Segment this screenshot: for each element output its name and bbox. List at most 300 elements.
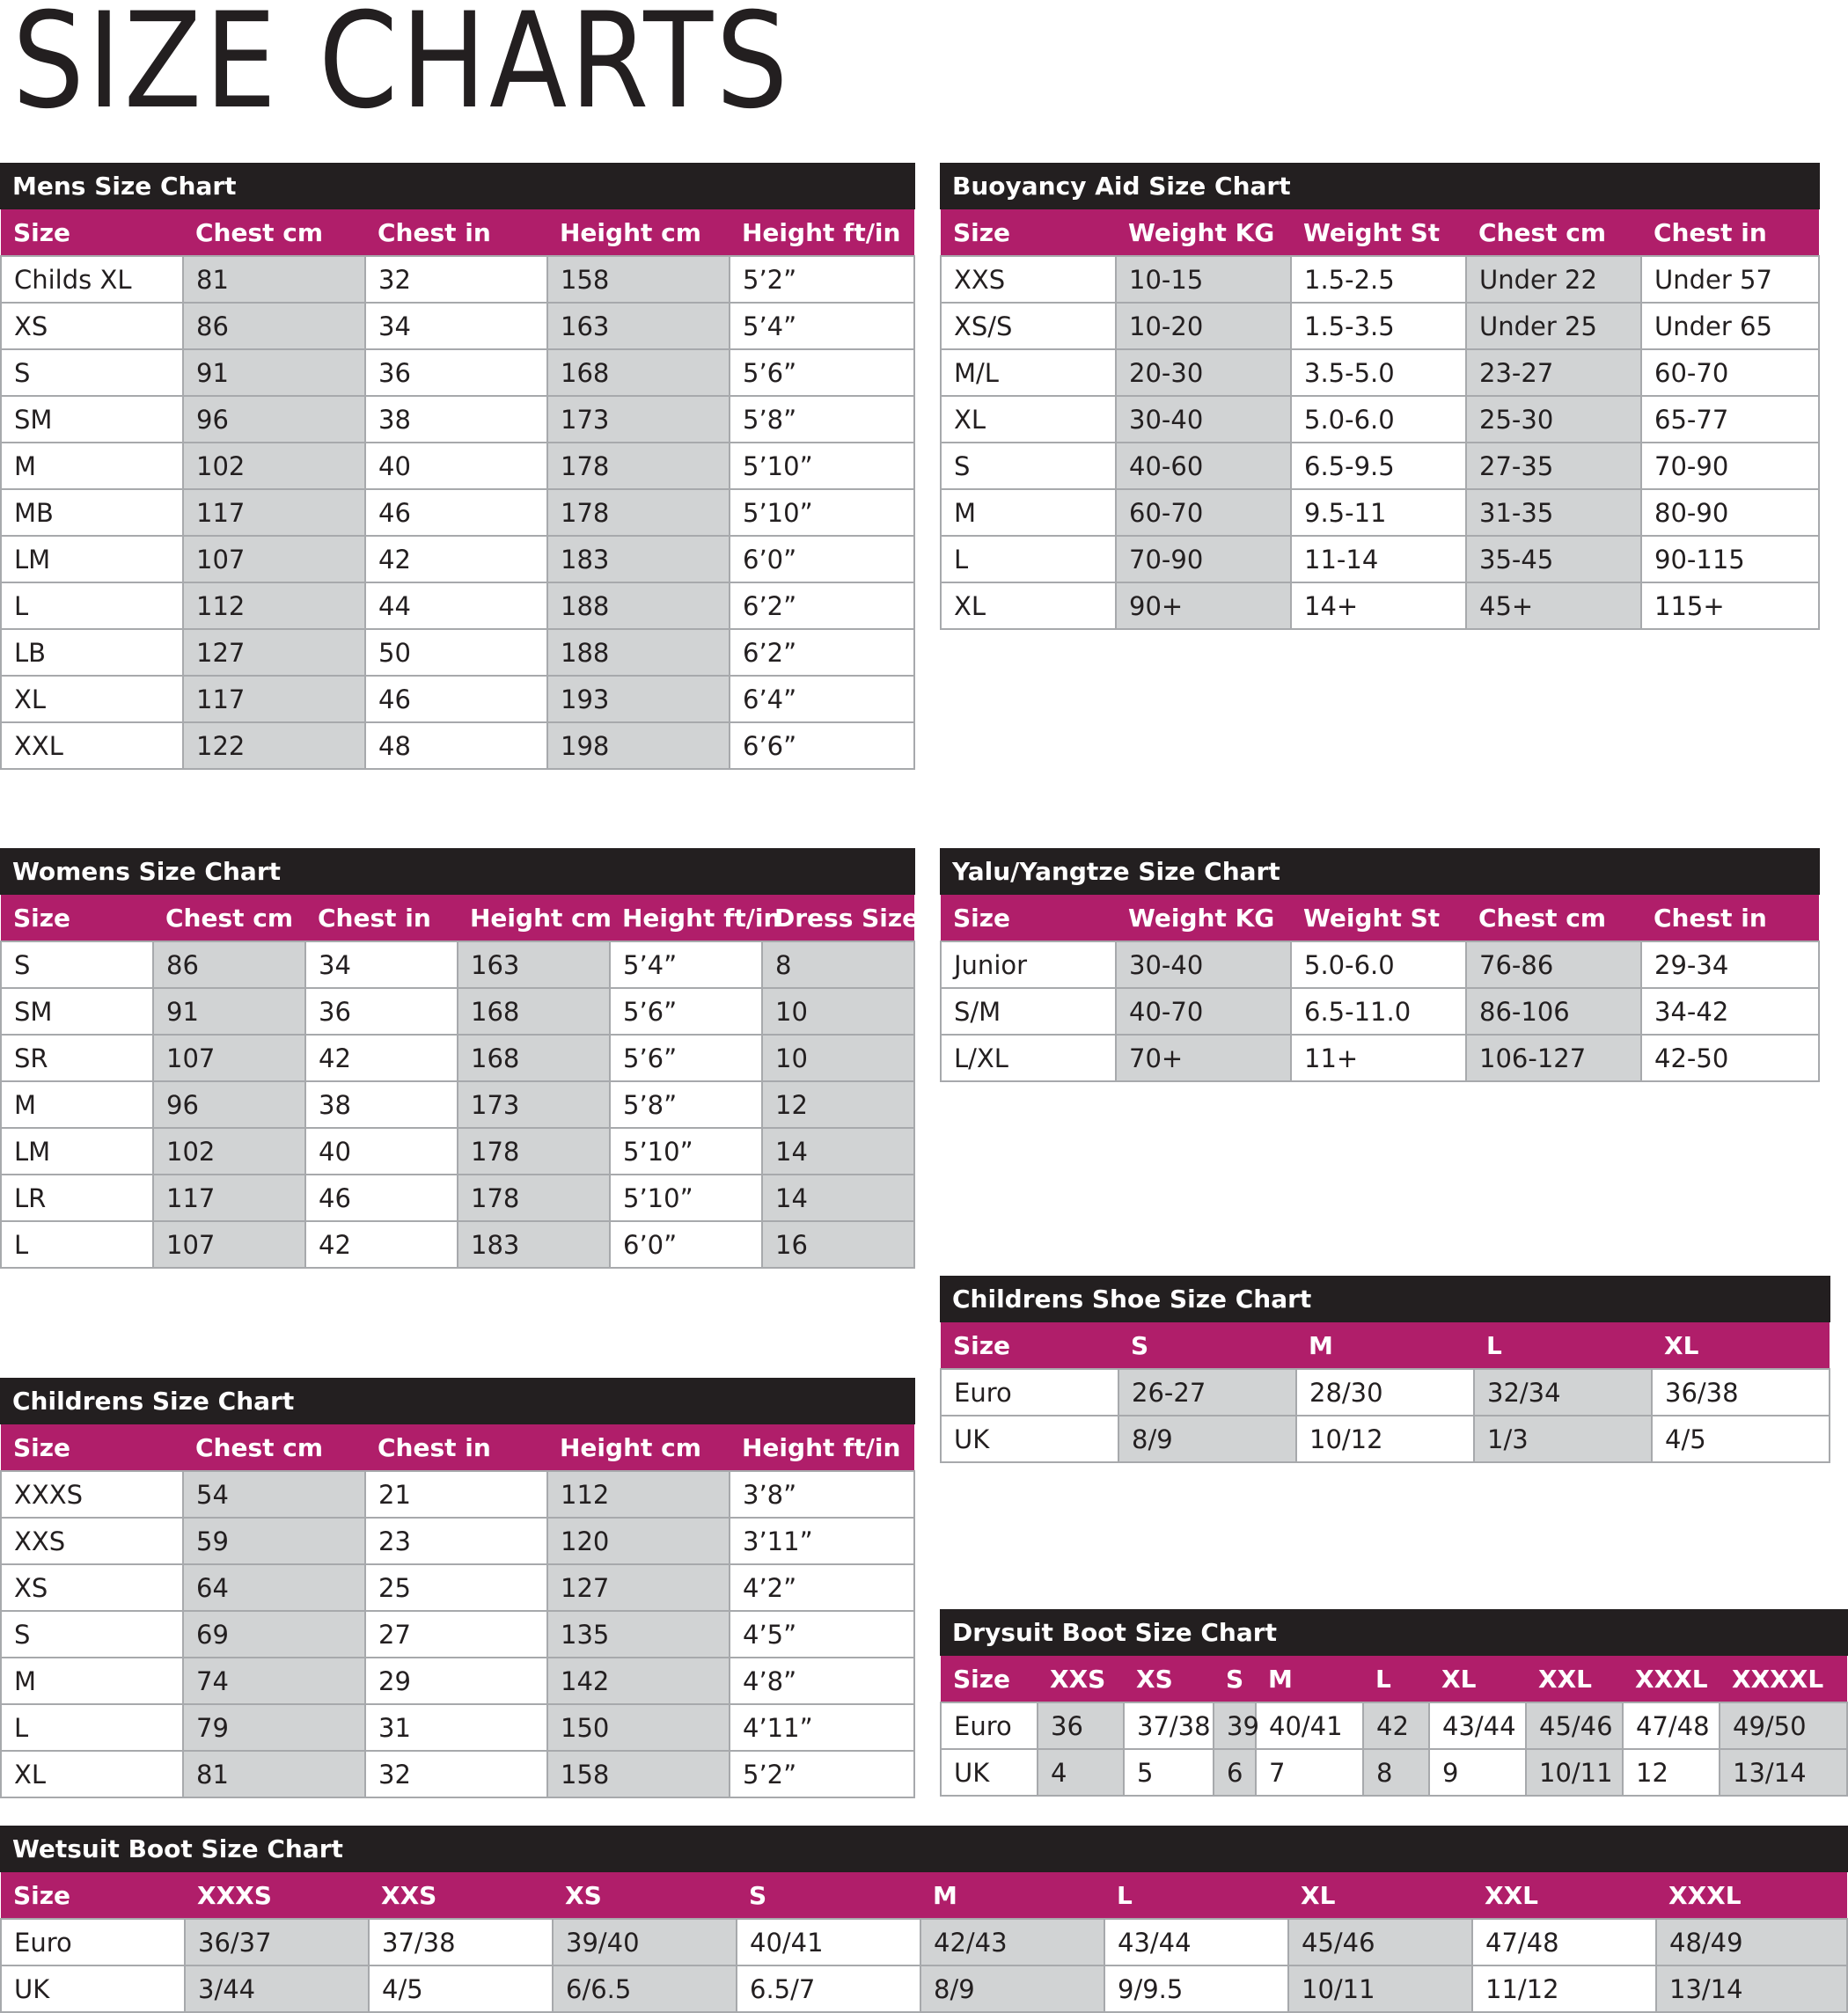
table-row <box>941 489 1819 536</box>
table-cell: 5’10” <box>610 1175 762 1221</box>
table-cell: S <box>1 941 153 988</box>
table-cell: 31 <box>365 1704 547 1751</box>
table-cell: 90-115 <box>1641 536 1819 582</box>
table-cell: Junior <box>941 941 1116 988</box>
column-header: XXL <box>1472 1872 1656 1919</box>
table-cell: 173 <box>547 396 730 443</box>
column-header: Height ft/in <box>610 895 762 941</box>
column-header: Height cm <box>547 1424 730 1471</box>
table-cell: 9 <box>1429 1749 1526 1796</box>
table-cell: 34-42 <box>1641 988 1819 1035</box>
childrens-size-chart <box>0 1378 915 1798</box>
table-cell: 47/48 <box>1623 1702 1720 1749</box>
column-header: Height cm <box>458 895 610 941</box>
column-header: Chest cm <box>183 1424 365 1471</box>
table-cell: 10/11 <box>1526 1749 1623 1796</box>
table-cell: L <box>1 1221 153 1268</box>
table-cell: SM <box>1 988 153 1035</box>
table-cell: 20-30 <box>1116 349 1291 396</box>
table-cell: 34 <box>305 941 458 988</box>
table-cell: 16 <box>762 1221 914 1268</box>
table-row <box>941 443 1819 489</box>
table-row <box>941 1369 1830 1416</box>
table-cell: 59 <box>183 1518 365 1564</box>
table-cell: 91 <box>183 349 365 396</box>
table-cell: 10-15 <box>1116 256 1291 303</box>
table-cell: 13/14 <box>1720 1749 1847 1796</box>
table-cell: 102 <box>153 1128 305 1175</box>
table-row <box>1 1704 914 1751</box>
table-cell: S/M <box>941 988 1116 1035</box>
column-header: XL <box>1429 1656 1526 1702</box>
table-cell: 127 <box>547 1564 730 1611</box>
table-cell: M/L <box>941 349 1116 396</box>
table-cell: 107 <box>183 536 365 582</box>
table-row <box>1 722 914 769</box>
table-cell: 80-90 <box>1641 489 1819 536</box>
table-cell: 1.5-3.5 <box>1291 303 1466 349</box>
table-title: Wetsuit Boot Size Chart <box>0 1826 1848 1872</box>
table-cell: 8/9 <box>1118 1416 1296 1462</box>
table-row <box>941 988 1819 1035</box>
column-header: Chest in <box>1641 209 1819 256</box>
table-cell: Euro <box>941 1702 1038 1749</box>
column-header: M <box>1256 1656 1363 1702</box>
column-header: XXS <box>1038 1656 1124 1702</box>
table-cell: 47/48 <box>1472 1919 1656 1965</box>
table-cell: XXXS <box>1 1471 183 1518</box>
table-cell: 48 <box>365 722 547 769</box>
table-cell: 6’6” <box>730 722 914 769</box>
wetsuit-boot-size-chart <box>0 1826 1848 2013</box>
table-title: Yalu/Yangtze Size Chart <box>940 848 1820 895</box>
table-cell: 4/5 <box>1652 1416 1830 1462</box>
table-cell: 36 <box>1038 1702 1124 1749</box>
column-header: Chest cm <box>1466 895 1641 941</box>
table-cell: 12 <box>1623 1749 1720 1796</box>
table-cell: 188 <box>547 582 730 629</box>
table-cell: 40-60 <box>1116 443 1291 489</box>
table-cell: 102 <box>183 443 365 489</box>
womens-size-chart <box>0 848 920 1269</box>
table-cell: 150 <box>547 1704 730 1751</box>
table-row <box>941 303 1819 349</box>
column-header: Height cm <box>547 209 730 256</box>
table-row <box>1 988 914 1035</box>
table-cell: 10 <box>762 988 914 1035</box>
table-cell: 5’8” <box>730 396 914 443</box>
table-cell: 34 <box>365 303 547 349</box>
yalu-yangtze-size-chart <box>940 848 1820 1082</box>
buoyancy-aid-size-chart <box>940 163 1820 630</box>
table-cell: 69 <box>183 1611 365 1658</box>
table-cell: 178 <box>458 1175 610 1221</box>
table-cell: 43/44 <box>1429 1702 1526 1749</box>
table-cell: 12 <box>762 1081 914 1128</box>
table-title: Buoyancy Aid Size Chart <box>940 163 1820 209</box>
table-cell: XL <box>1 676 183 722</box>
table-cell: 32/34 <box>1474 1369 1652 1416</box>
table-cell: 14+ <box>1291 582 1466 629</box>
table-cell: L <box>941 536 1116 582</box>
header-row <box>941 209 1819 256</box>
table-cell: 8 <box>762 941 914 988</box>
column-header: XXXL <box>1656 1872 1847 1919</box>
column-header: XS <box>1124 1656 1214 1702</box>
table-cell: 6 <box>1214 1749 1256 1796</box>
column-header: Chest in <box>365 1424 547 1471</box>
table-row <box>1 1658 914 1704</box>
table-cell: 1/3 <box>1474 1416 1652 1462</box>
table-cell: 13/14 <box>1656 1965 1847 2012</box>
table-cell: 81 <box>183 1751 365 1797</box>
column-header: Chest in <box>1641 895 1819 941</box>
column-header: XS <box>553 1872 737 1919</box>
childrens-shoe-size-chart <box>940 1276 1830 1463</box>
table-cell: LM <box>1 1128 153 1175</box>
table-cell: Euro <box>1 1919 185 1965</box>
table-cell: 90+ <box>1116 582 1291 629</box>
table-cell: 173 <box>458 1081 610 1128</box>
table-cell: 10/11 <box>1288 1965 1472 2012</box>
table-cell: 96 <box>153 1081 305 1128</box>
table-cell: 28/30 <box>1296 1369 1474 1416</box>
table-cell: 30-40 <box>1116 941 1291 988</box>
table-cell: SR <box>1 1035 153 1081</box>
table-cell: Under 22 <box>1466 256 1641 303</box>
table-cell: 6’0” <box>730 536 914 582</box>
table-cell: 14 <box>762 1128 914 1175</box>
table-cell: Under 65 <box>1641 303 1819 349</box>
table-cell: 5’6” <box>730 349 914 396</box>
table-cell: 115+ <box>1641 582 1819 629</box>
table-row <box>941 941 1819 988</box>
table-cell: 158 <box>547 256 730 303</box>
table-cell: 64 <box>183 1564 365 1611</box>
header-row <box>1 895 914 941</box>
table-cell: 10 <box>762 1035 914 1081</box>
table-cell: 81 <box>183 256 365 303</box>
table-cell: XS <box>1 1564 183 1611</box>
table-row <box>1 1035 914 1081</box>
table-cell: UK <box>941 1416 1118 1462</box>
table-cell: 31-35 <box>1466 489 1641 536</box>
table-cell: 9/9.5 <box>1104 1965 1288 2012</box>
table-row <box>1 1471 914 1518</box>
table-cell: 42 <box>1363 1702 1429 1749</box>
table-cell: 4’11” <box>730 1704 914 1751</box>
table-cell: 5’8” <box>610 1081 762 1128</box>
table-cell: 38 <box>365 396 547 443</box>
table-cell: 65-77 <box>1641 396 1819 443</box>
column-header: Size <box>941 1656 1038 1702</box>
column-header: XXXL <box>1623 1656 1720 1702</box>
column-header: XXL <box>1526 1656 1623 1702</box>
table-cell: 117 <box>183 676 365 722</box>
table-cell: 135 <box>547 1611 730 1658</box>
table-title: Drysuit Boot Size Chart <box>940 1609 1848 1656</box>
table-cell: 45/46 <box>1526 1702 1623 1749</box>
table-cell: 4/5 <box>369 1965 553 2012</box>
column-header: Size <box>941 895 1116 941</box>
table-cell: 40/41 <box>737 1919 920 1965</box>
table-cell: 4’2” <box>730 1564 914 1611</box>
column-header: L <box>1104 1872 1288 1919</box>
table-cell: 6.5/7 <box>737 1965 920 2012</box>
table-cell: LB <box>1 629 183 676</box>
table-cell: 32 <box>365 1751 547 1797</box>
table-title: Mens Size Chart <box>0 163 915 209</box>
table-cell: XL <box>941 396 1116 443</box>
table-cell: 5’6” <box>610 1035 762 1081</box>
column-header: Size <box>941 209 1116 256</box>
table-cell: XS/S <box>941 303 1116 349</box>
table-cell: 158 <box>547 1751 730 1797</box>
table-cell: 86-106 <box>1466 988 1641 1035</box>
table-row <box>1 443 914 489</box>
table-cell: 5 <box>1124 1749 1214 1796</box>
table-cell: 11/12 <box>1472 1965 1656 2012</box>
table-cell: XS <box>1 303 183 349</box>
table-cell: 1.5-2.5 <box>1291 256 1466 303</box>
table-row <box>1 536 914 582</box>
table-cell: 45/46 <box>1288 1919 1472 1965</box>
table-cell: 5’10” <box>730 443 914 489</box>
table-cell: S <box>941 443 1116 489</box>
table-row <box>1 349 914 396</box>
column-header: XXS <box>369 1872 553 1919</box>
table-cell: 70-90 <box>1641 443 1819 489</box>
column-header: Weight St <box>1291 209 1466 256</box>
table-cell: 4’5” <box>730 1611 914 1658</box>
column-header: L <box>1363 1656 1429 1702</box>
table-cell: 5.0-6.0 <box>1291 941 1466 988</box>
column-header: Chest cm <box>1466 209 1641 256</box>
header-row <box>1 1424 914 1471</box>
table-cell: 40 <box>305 1128 458 1175</box>
table-title: Womens Size Chart <box>0 848 915 895</box>
table-cell: M <box>1 1081 153 1128</box>
table-cell: 25-30 <box>1466 396 1641 443</box>
table-cell: 25 <box>365 1564 547 1611</box>
table-row <box>941 1416 1830 1462</box>
table-row <box>1 1965 1847 2012</box>
column-header: M <box>920 1872 1104 1919</box>
table-row <box>1 489 914 536</box>
table-cell: 198 <box>547 722 730 769</box>
table-row <box>1 1221 914 1268</box>
table-cell: 10-20 <box>1116 303 1291 349</box>
table-cell: 107 <box>153 1035 305 1081</box>
page-title: SIZE CHARTS <box>12 0 791 138</box>
table-cell: 11+ <box>1291 1035 1466 1081</box>
table-row <box>941 349 1819 396</box>
table-cell: 6’2” <box>730 629 914 676</box>
table-cell: 30-40 <box>1116 396 1291 443</box>
table-cell: 46 <box>365 489 547 536</box>
table-cell: 188 <box>547 629 730 676</box>
column-header: Height ft/in <box>730 209 914 256</box>
table-row <box>941 536 1819 582</box>
table-cell: L <box>1 582 183 629</box>
table-row <box>1 396 914 443</box>
table-cell: 106-127 <box>1466 1035 1641 1081</box>
table-cell: 23 <box>365 1518 547 1564</box>
table-cell: S <box>1 349 183 396</box>
table-row <box>1 1564 914 1611</box>
table-cell: 3/44 <box>185 1965 369 2012</box>
table-cell: 70-90 <box>1116 536 1291 582</box>
table-cell: 23-27 <box>1466 349 1641 396</box>
column-header: Chest cm <box>183 209 365 256</box>
table-cell: M <box>1 1658 183 1704</box>
table-cell: 168 <box>458 988 610 1035</box>
table-cell: 32 <box>365 256 547 303</box>
table-row <box>941 582 1819 629</box>
table-cell: 5.0-6.0 <box>1291 396 1466 443</box>
table-row <box>941 1749 1847 1796</box>
table-cell: 76-86 <box>1466 941 1641 988</box>
table-cell: 183 <box>547 536 730 582</box>
table-cell: 21 <box>365 1471 547 1518</box>
table-cell: 6’0” <box>610 1221 762 1268</box>
table-cell: 42 <box>305 1221 458 1268</box>
table-cell: 142 <box>547 1658 730 1704</box>
header-row <box>941 1656 1847 1702</box>
table-cell: 37/38 <box>369 1919 553 1965</box>
header-row <box>1 1872 1847 1919</box>
table-cell: 36 <box>365 349 547 396</box>
table-cell: 27-35 <box>1466 443 1641 489</box>
table-cell: 5’4” <box>610 941 762 988</box>
table-cell: 120 <box>547 1518 730 1564</box>
table-cell: 5’2” <box>730 1751 914 1797</box>
table-cell: 50 <box>365 629 547 676</box>
table-cell: 48/49 <box>1656 1919 1847 1965</box>
table-cell: L/XL <box>941 1035 1116 1081</box>
table-cell: 4’8” <box>730 1658 914 1704</box>
table-cell: 11-14 <box>1291 536 1466 582</box>
table-cell: 183 <box>458 1221 610 1268</box>
table-row <box>1 941 914 988</box>
table-cell: L <box>1 1704 183 1751</box>
table-row <box>1 582 914 629</box>
table-cell: LM <box>1 536 183 582</box>
table-cell: 117 <box>183 489 365 536</box>
column-header: Size <box>1 1872 185 1919</box>
table-cell: 60-70 <box>1641 349 1819 396</box>
table-cell: 79 <box>183 1704 365 1751</box>
table-cell: 178 <box>458 1128 610 1175</box>
table-cell: 122 <box>183 722 365 769</box>
table-row <box>1 1611 914 1658</box>
table-cell: 107 <box>153 1221 305 1268</box>
column-header: Height ft/in <box>730 1424 914 1471</box>
column-header: Size <box>1 895 153 941</box>
column-header: Chest in <box>305 895 458 941</box>
column-header: S <box>737 1872 920 1919</box>
table-cell: 5’10” <box>730 489 914 536</box>
column-header: Size <box>1 209 183 256</box>
table-cell: 163 <box>458 941 610 988</box>
table-cell: 40 <box>365 443 547 489</box>
table-cell: SM <box>1 396 183 443</box>
table-cell: Under 25 <box>1466 303 1641 349</box>
table-cell: XXS <box>1 1518 183 1564</box>
table-cell: 112 <box>183 582 365 629</box>
table-row <box>1 676 914 722</box>
table-cell: 46 <box>365 676 547 722</box>
table-cell: XXL <box>1 722 183 769</box>
table-cell: 96 <box>183 396 365 443</box>
table-cell: XL <box>941 582 1116 629</box>
table-cell: UK <box>1 1965 185 2012</box>
table-cell: 54 <box>183 1471 365 1518</box>
table-cell: 193 <box>547 676 730 722</box>
column-header: Weight St <box>1291 895 1466 941</box>
table-row <box>941 256 1819 303</box>
header-row <box>941 895 1819 941</box>
table-cell: MB <box>1 489 183 536</box>
table-cell: 178 <box>547 443 730 489</box>
mens-size-chart <box>0 163 915 770</box>
table-cell: 5’4” <box>730 303 914 349</box>
table-cell: 39/40 <box>553 1919 737 1965</box>
table-cell: 86 <box>183 303 365 349</box>
table-cell: 26-27 <box>1118 1369 1296 1416</box>
table-cell: 6.5-9.5 <box>1291 443 1466 489</box>
table-cell: 39 <box>1214 1702 1256 1749</box>
table-row <box>1 256 914 303</box>
table-cell: 43/44 <box>1104 1919 1288 1965</box>
table-cell: 91 <box>153 988 305 1035</box>
table-cell: 6.5-11.0 <box>1291 988 1466 1035</box>
table-cell: LR <box>1 1175 153 1221</box>
table-cell: 10/12 <box>1296 1416 1474 1462</box>
table-cell: 5’6” <box>610 988 762 1035</box>
drysuit-boot-size-chart <box>940 1609 1848 1797</box>
table-cell: 3’8” <box>730 1471 914 1518</box>
header-row <box>1 209 914 256</box>
column-header: XXXS <box>185 1872 369 1919</box>
table-row <box>941 1702 1847 1749</box>
column-header: L <box>1474 1322 1652 1369</box>
column-header: XL <box>1288 1872 1472 1919</box>
table-cell: 46 <box>305 1175 458 1221</box>
column-header: Chest cm <box>153 895 305 941</box>
table-cell: 168 <box>547 349 730 396</box>
table-cell: 36/38 <box>1652 1369 1830 1416</box>
table-cell: 4 <box>1038 1749 1124 1796</box>
table-cell: 168 <box>458 1035 610 1081</box>
table-row <box>1 1751 914 1797</box>
column-header: M <box>1296 1322 1474 1369</box>
column-header: Dress Size <box>762 895 914 941</box>
table-cell: Childs XL <box>1 256 183 303</box>
column-header: Chest in <box>365 209 547 256</box>
table-cell: 3.5-5.0 <box>1291 349 1466 396</box>
table-cell: 8 <box>1363 1749 1429 1796</box>
table-cell: 40-70 <box>1116 988 1291 1035</box>
column-header: S <box>1214 1656 1256 1702</box>
table-cell: 42-50 <box>1641 1035 1819 1081</box>
table-row <box>1 1128 914 1175</box>
table-cell: 60-70 <box>1116 489 1291 536</box>
table-cell: 14 <box>762 1175 914 1221</box>
table-cell: 127 <box>183 629 365 676</box>
table-cell: 36 <box>305 988 458 1035</box>
table-cell: M <box>1 443 183 489</box>
